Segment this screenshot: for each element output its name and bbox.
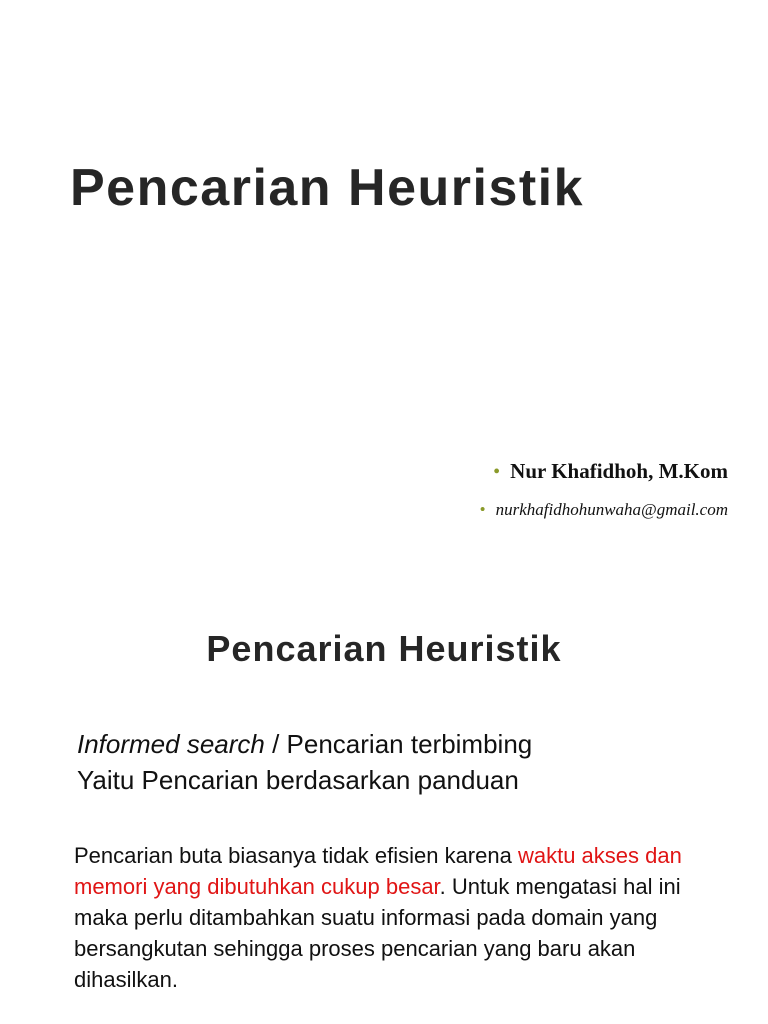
- slide-content-heading: Pencarian Heuristik: [206, 628, 562, 669]
- bullet-icon: •: [493, 461, 501, 483]
- definition-separator: /: [264, 729, 287, 759]
- definition-block: [77, 726, 532, 798]
- definition-line-1: [77, 726, 532, 762]
- definition-translation: Pencarian terbimbing: [286, 729, 533, 759]
- paragraph-part-1: Pencarian buta biasanya tidak efisien karena: [74, 843, 518, 868]
- slide-title-heading: Pencarian Heuristik: [70, 159, 585, 217]
- paragraph-part-2: . Untuk mengatasi hal ini maka perlu ditambahkan suatu informasi pada domain yang bersangkutan sehingga proses pencarian yang baru akan dihasilkan.: [74, 874, 681, 992]
- author-name: Nur Khafidhoh, M.Kom: [510, 459, 728, 483]
- author-name-item: [480, 455, 728, 489]
- paragraph-highlight: waktu akses dan memori yang dibutuhkan cukup besar: [74, 843, 682, 899]
- bullet-icon: •: [479, 500, 486, 519]
- slide-content: [0, 576, 768, 1024]
- definition-line-2: Yaitu Pencarian berdasarkan panduan: [77, 765, 519, 795]
- author-list: [480, 455, 728, 528]
- author-email: nurkhafidhohunwaha@gmail.com: [495, 500, 728, 519]
- author-email-item: [480, 493, 728, 528]
- body-paragraph: [74, 840, 724, 995]
- definition-term: Informed search: [77, 729, 265, 759]
